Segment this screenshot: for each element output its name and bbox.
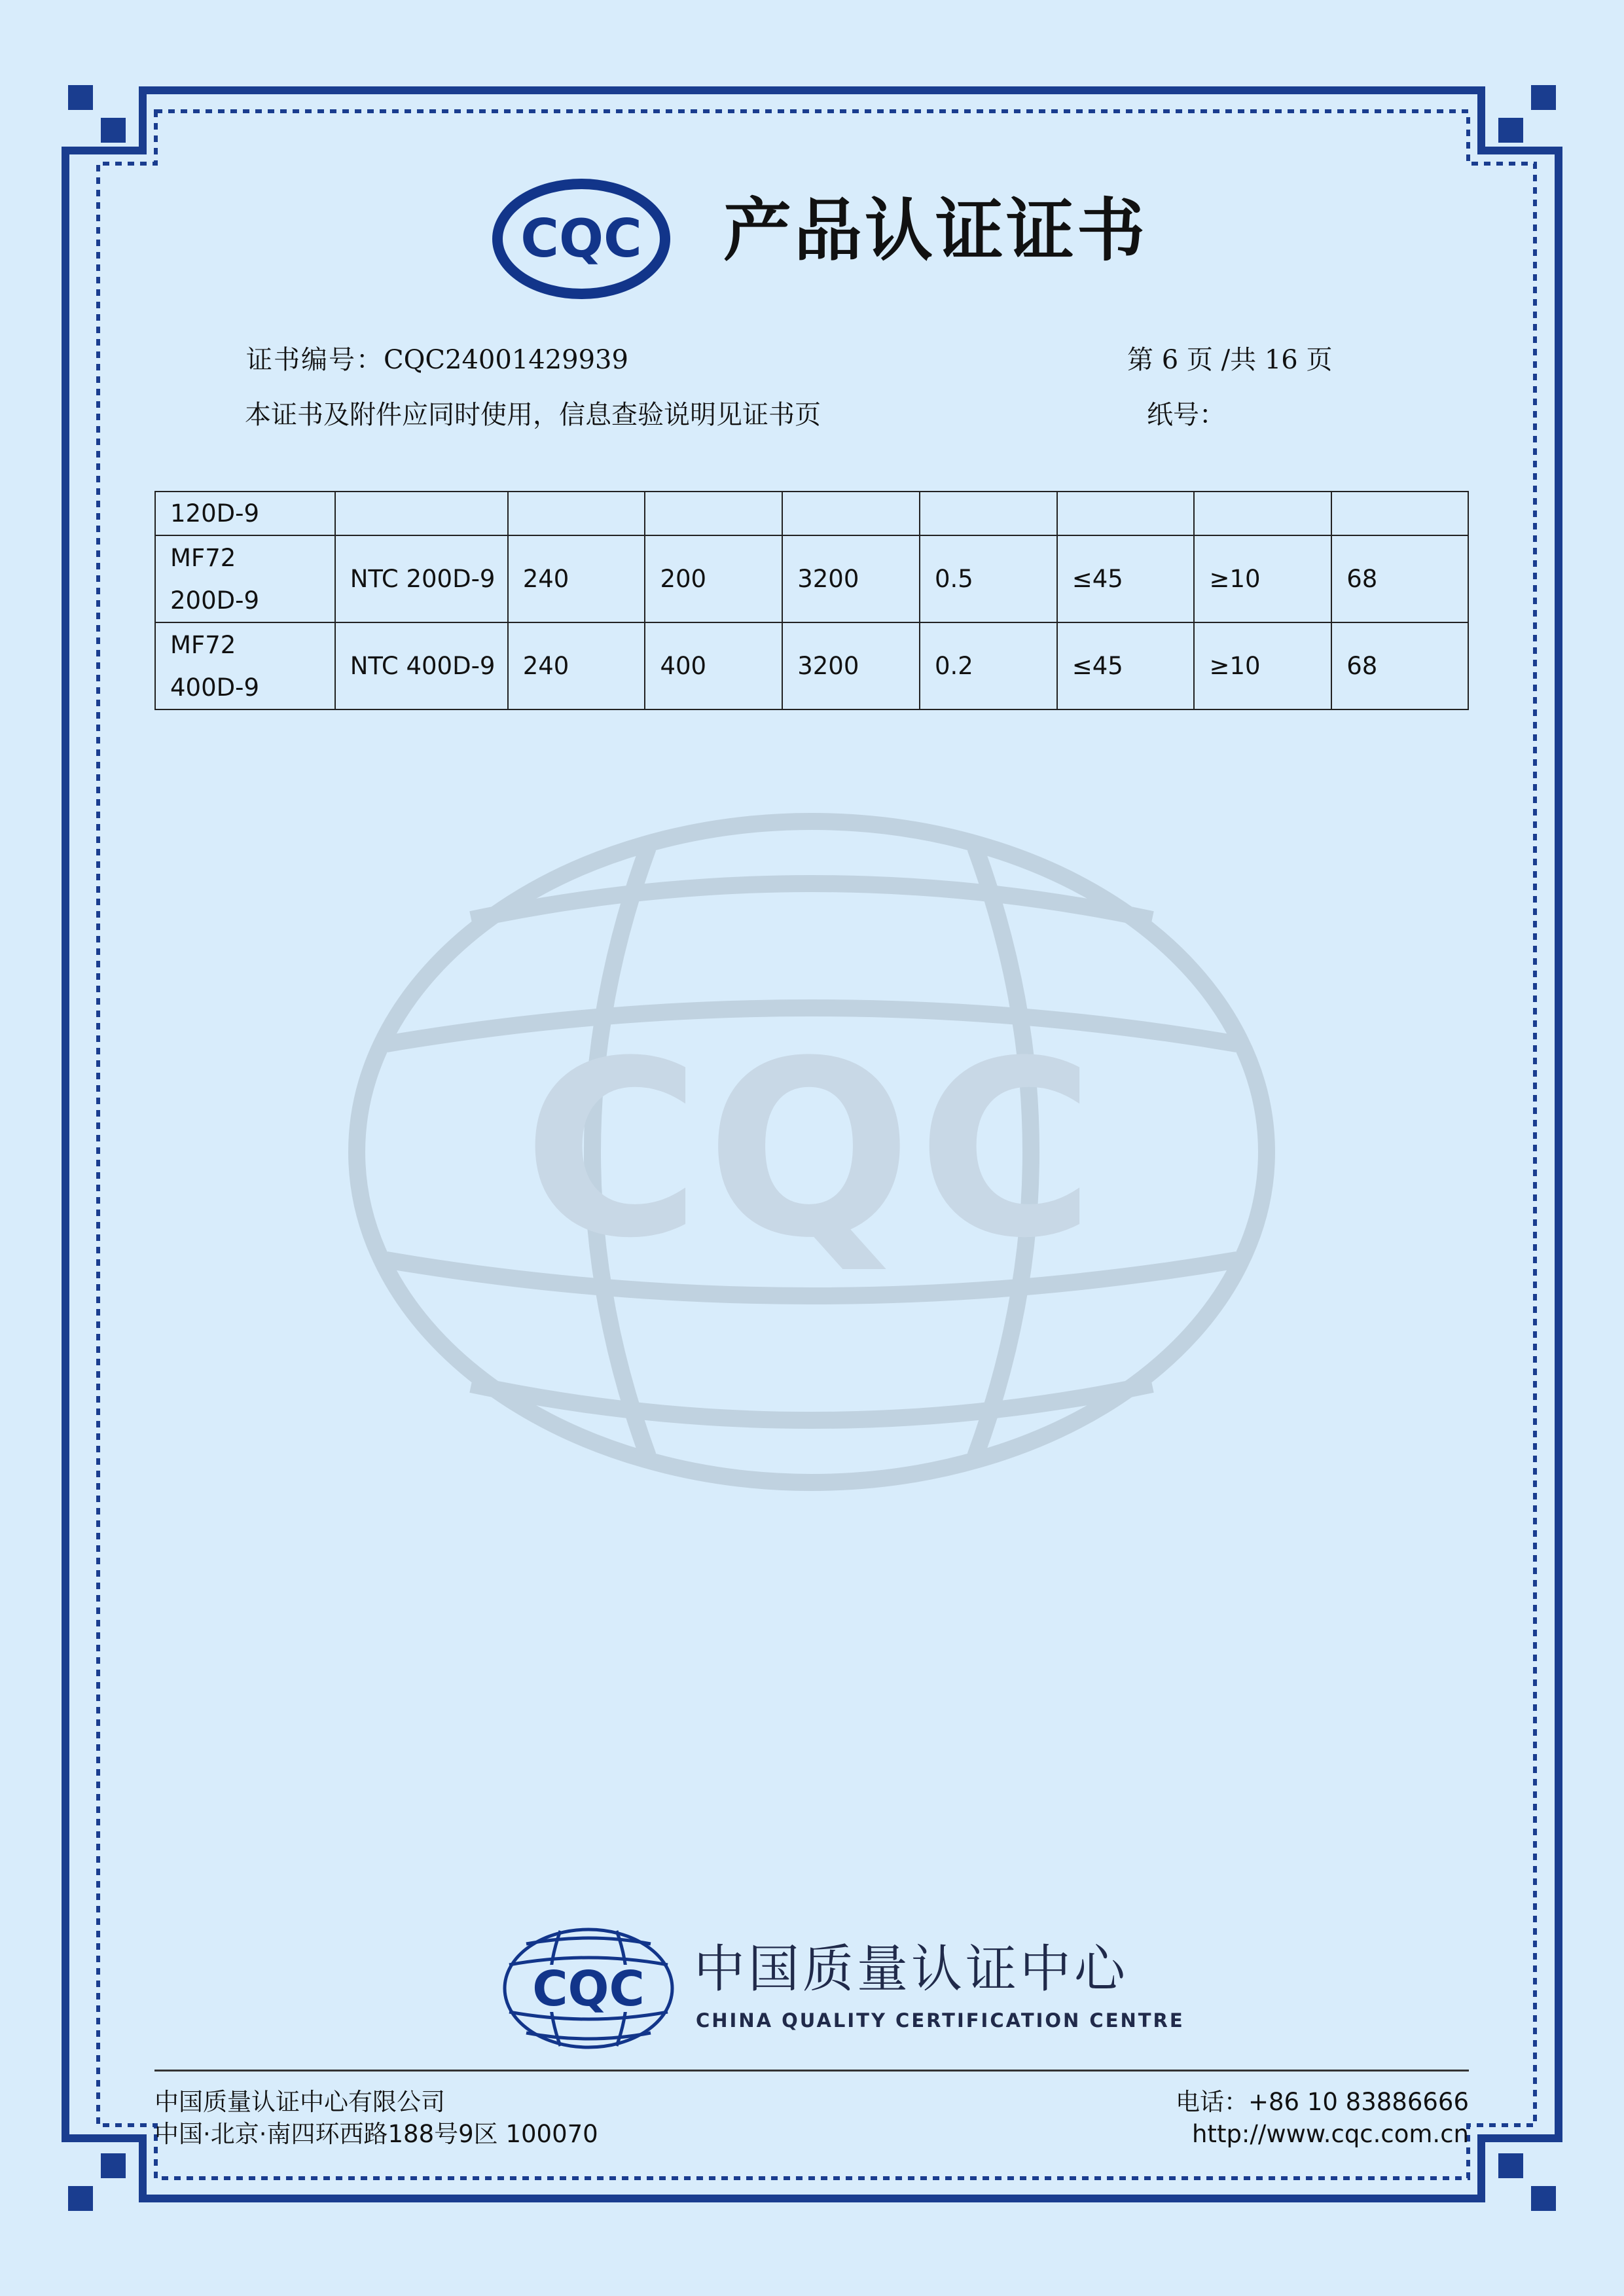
table-cell: ≤45 <box>1057 535 1195 622</box>
certificate-number-value: CQC24001429939 <box>384 345 628 375</box>
table-row <box>155 622 1468 709</box>
model-line: 200D-9 <box>170 586 260 615</box>
spec-table <box>154 491 1469 710</box>
table-cell <box>1057 492 1195 535</box>
table-cell: 0.5 <box>920 535 1057 622</box>
globe-logo-text: CQC <box>532 1961 645 2017</box>
document-title: 产品认证证书 <box>723 190 1148 270</box>
certificate-number <box>246 347 628 373</box>
table-cell <box>1194 492 1331 535</box>
table-cell: ≥10 <box>1194 535 1331 622</box>
model-cell <box>155 492 335 535</box>
page-number: 6 <box>1161 345 1179 375</box>
table-cell: ≥10 <box>1194 622 1331 709</box>
table-cell <box>1331 492 1468 535</box>
table-cell: 240 <box>508 622 645 709</box>
organization-name-en: CHINA QUALITY CERTIFICATION CENTRE <box>696 2009 1185 2032</box>
table-cell: 68 <box>1331 535 1468 622</box>
table-cell <box>920 492 1057 535</box>
model-line: 400D-9 <box>170 673 260 702</box>
page-total: 16 <box>1264 345 1298 375</box>
model-cell <box>155 535 335 622</box>
table-row <box>155 492 1468 535</box>
table-cell: NTC 200D-9 <box>335 535 508 622</box>
table-cell <box>645 492 782 535</box>
page-mid: 页 /共 <box>1186 345 1257 375</box>
company-name: 中国质量认证中心有限公司 <box>154 2088 445 2116</box>
model-cell <box>155 622 335 709</box>
company-address: 中国·北京·南四环西路188号9区 100070 <box>154 2120 598 2148</box>
certificate-number-label: 证书编号： <box>246 345 384 375</box>
table-cell: 200 <box>645 535 782 622</box>
footer-divider <box>154 2070 1469 2072</box>
cqc-logo-text: CQC <box>520 208 642 269</box>
model-line: MF72 <box>170 630 236 659</box>
cqc-globe-logo <box>500 1924 677 2053</box>
page-suffix: 页 <box>1306 345 1333 375</box>
table-row <box>155 535 1468 622</box>
organization-name-cn: 中国质量认证中心 <box>694 1940 1129 1999</box>
model-line: MF72 <box>170 543 236 572</box>
usage-notice: 本证书及附件应同时使用，信息查验说明见证书页 <box>245 400 821 430</box>
page-indicator <box>1127 347 1332 373</box>
table-cell: 0.2 <box>920 622 1057 709</box>
phone-number: 电话：+86 10 83886666 <box>1175 2088 1469 2116</box>
watermark-text: CQC <box>523 1010 1100 1291</box>
model-line: 120D-9 <box>170 499 260 528</box>
table-cell <box>508 492 645 535</box>
table-cell: 3200 <box>782 535 920 622</box>
table-cell <box>335 492 508 535</box>
table-cell: 240 <box>508 535 645 622</box>
cqc-watermark-globe <box>340 808 1283 1496</box>
table-cell: NTC 400D-9 <box>335 622 508 709</box>
table-cell: 400 <box>645 622 782 709</box>
page-prefix: 第 <box>1127 345 1153 375</box>
table-cell: 3200 <box>782 622 920 709</box>
cqc-logo <box>490 177 673 301</box>
paper-number-label: 纸号： <box>1147 400 1225 430</box>
website-link[interactable]: http://www.cqc.com.cn <box>1191 2120 1469 2148</box>
table-cell: ≤45 <box>1057 622 1195 709</box>
table-cell: 68 <box>1331 622 1468 709</box>
table-cell <box>782 492 920 535</box>
